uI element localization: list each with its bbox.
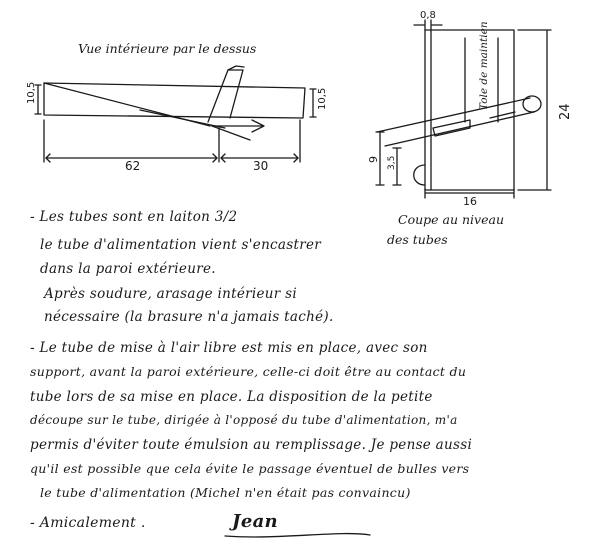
note-line: Après soudure, arasage intérieur si bbox=[44, 286, 297, 302]
tube-end bbox=[523, 96, 541, 112]
section-drawing bbox=[376, 20, 551, 198]
section-caption-1: Coupe au niveau bbox=[398, 212, 504, 227]
bent-tube bbox=[208, 70, 243, 122]
note-line: support, avant la paroi extérieure, celle-ci doit être au contact du bbox=[30, 364, 467, 379]
dim-top-label: 0,8 bbox=[420, 10, 436, 21]
dim-24-label: 24 bbox=[558, 103, 573, 120]
note-line: découpe sur le tube, dirigée à l'opposé du tube d'alimentation, m'a bbox=[30, 413, 458, 427]
note-line: le tube d'alimentation (Michel n'en était pas convaincu) bbox=[40, 485, 411, 500]
bottom-tube bbox=[414, 165, 425, 185]
signature: Jean bbox=[232, 511, 278, 532]
dim-9-label: 9 bbox=[367, 156, 380, 163]
diagonal-tube bbox=[377, 98, 534, 146]
note-line: tube lors de sa mise en place. La disposition de la petite bbox=[30, 389, 433, 405]
note-line: permis d'éviter toute émulsion au remplissage. Je pense aussi bbox=[30, 437, 473, 453]
arrow bbox=[212, 120, 264, 132]
note-line: dans la paroi extérieure. bbox=[40, 261, 216, 277]
section-caption-2: des tubes bbox=[387, 232, 448, 247]
dim-right bbox=[310, 89, 316, 117]
dim-35-label: 3,5 bbox=[387, 155, 397, 170]
dim-right-24 bbox=[518, 30, 551, 190]
note-line: - Le tube de mise à l'air libre est mis en place, avec son bbox=[30, 340, 428, 356]
section-outline bbox=[425, 30, 514, 190]
note-line: - Les tubes sont en laiton 3/2 bbox=[30, 209, 238, 225]
body-outline bbox=[44, 83, 305, 118]
dim-left-label: 10,5 bbox=[26, 81, 37, 104]
dim-top bbox=[414, 20, 442, 30]
note-line: nécessaire (la brasure n'a jamais taché). bbox=[44, 309, 334, 325]
plate-label: Tole de maintien bbox=[478, 21, 490, 110]
dim-16-label: 16 bbox=[463, 195, 477, 208]
top-view-title: Vue intérieure par le dessus bbox=[78, 41, 257, 56]
note-line: qu'il est possible que cela évite le passage éventuel de bulles vers bbox=[30, 461, 470, 476]
signature-flourish bbox=[225, 534, 370, 537]
dim-bottom-left-label: 62 bbox=[125, 159, 141, 173]
note-line: le tube d'alimentation vient s'encastrer bbox=[40, 237, 322, 253]
arrow-line bbox=[212, 126, 250, 140]
closing-text: - Amicalement . bbox=[30, 515, 146, 531]
dim-right-label: 10,5 bbox=[317, 87, 328, 110]
dim-bottom-right-label: 30 bbox=[253, 159, 269, 173]
top-view-drawing bbox=[35, 66, 316, 162]
